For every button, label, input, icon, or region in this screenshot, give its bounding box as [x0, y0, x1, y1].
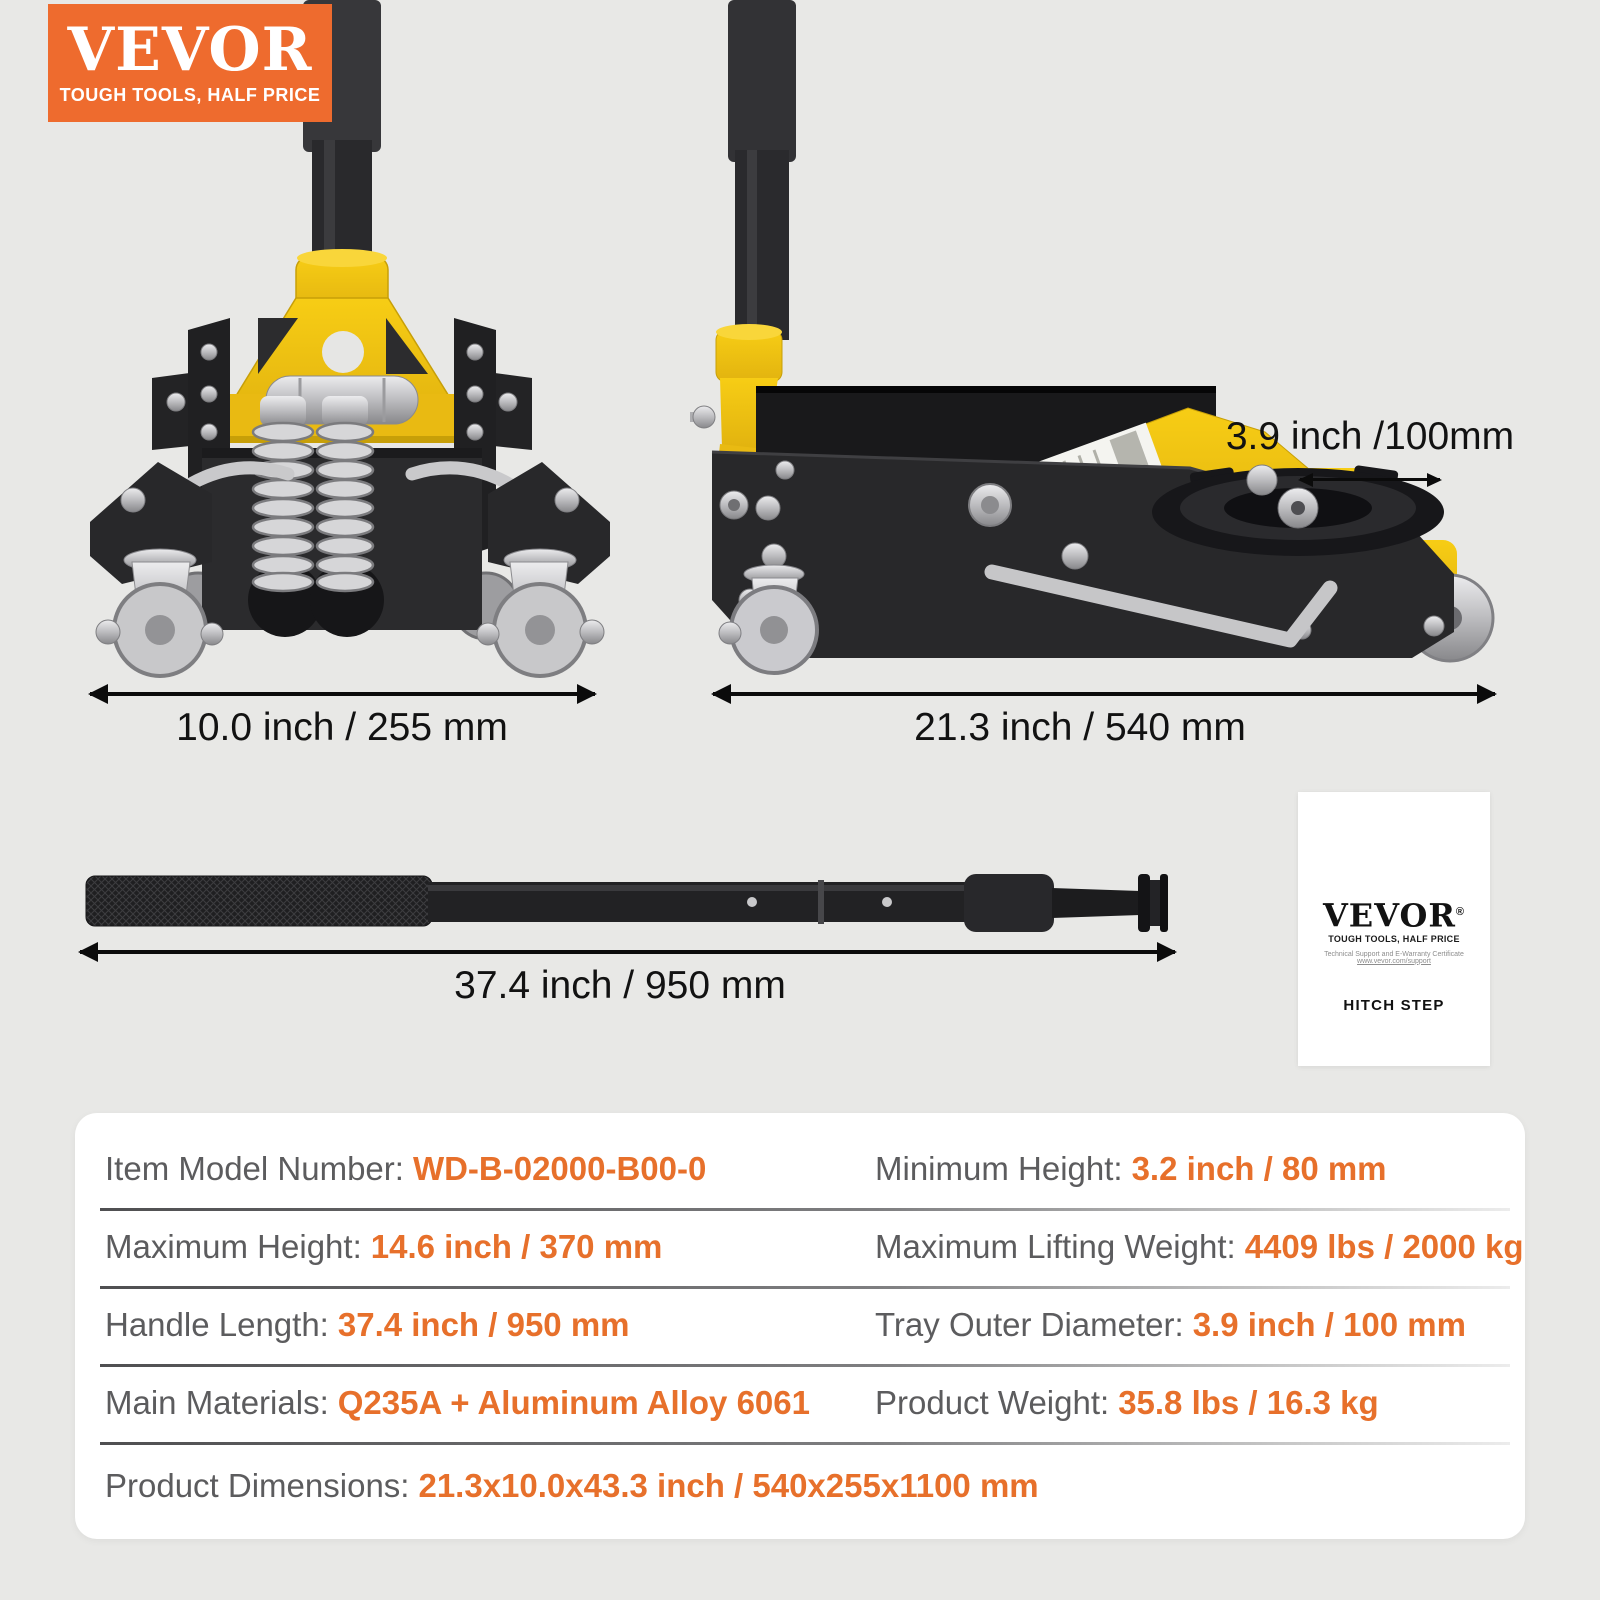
handle-length-arrow: [80, 950, 1175, 954]
tray-diameter-arrow: [1300, 478, 1440, 481]
vevor-logo-text: VEVOR: [67, 15, 313, 85]
tray-diameter-label: 3.9 inch /100mm: [1225, 415, 1515, 458]
spec-handle-length: [105, 1308, 630, 1341]
side-handle-rod: [728, 0, 796, 340]
spec-label: Product Dimensions:: [105, 1467, 410, 1504]
side-length-label: 21.3 inch / 540 mm: [914, 706, 1246, 749]
registered-mark: ®: [1455, 906, 1466, 918]
spec-value: 14.6 inch / 370 mm: [370, 1228, 663, 1265]
handle-length-label: 37.4 inch / 950 mm: [454, 964, 786, 1007]
side-view-jack-drawing: [690, 0, 1510, 700]
spec-value: 3.2 inch / 80 mm: [1131, 1150, 1387, 1187]
row-divider: [100, 1364, 1510, 1367]
manual-tagline: TOUGH TOOLS, HALF PRICE: [1328, 933, 1460, 944]
spec-main-materials: [105, 1386, 810, 1419]
handle-grip: [86, 876, 432, 926]
spec-value: Q235A + Aluminum Alloy 6061: [337, 1384, 810, 1421]
spec-product-weight: [875, 1386, 1379, 1419]
spec-value: 37.4 inch / 950 mm: [337, 1306, 630, 1343]
row-divider: [100, 1286, 1510, 1289]
spec-value: 35.8 lbs / 16.3 kg: [1118, 1384, 1379, 1421]
handle-sleeve: [964, 874, 1054, 932]
vevor-logo-tagline: TOUGH TOOLS, HALF PRICE: [59, 85, 321, 105]
spec-value: 3.9 inch / 100 mm: [1192, 1306, 1466, 1343]
spec-product-dimensions: [105, 1469, 1039, 1502]
manual-product-name: HITCH STEP: [1343, 996, 1445, 1014]
front-width-label: 10.0 inch / 255 mm: [176, 706, 508, 749]
spec-label: Maximum Lifting Weight:: [875, 1228, 1236, 1265]
spec-label: Handle Length:: [105, 1306, 329, 1343]
row-divider: [100, 1208, 1510, 1211]
manual-support-line: [1298, 951, 1490, 965]
spec-value: 21.3x10.0x43.3 inch / 540x255x1100 mm: [418, 1467, 1039, 1504]
manual-brand-text: VEVOR: [1322, 896, 1456, 935]
handle-drawing: [70, 858, 1180, 948]
handle-screw: [747, 897, 757, 907]
row-divider: [100, 1442, 1510, 1445]
front-width-arrow: [90, 692, 595, 696]
support-text: Technical Support and E-Warranty Certificate: [1324, 950, 1464, 958]
spec-min-height: [875, 1152, 1387, 1185]
handle-screw: [882, 897, 892, 907]
spec-label: Product Weight:: [875, 1384, 1110, 1421]
spec-table: [75, 1113, 1525, 1539]
spec-value: WD-B-02000-B00-0: [412, 1150, 707, 1187]
spec-max-height: [105, 1230, 662, 1263]
manual-card: [1298, 792, 1490, 1066]
spec-label: Main Materials:: [105, 1384, 329, 1421]
spec-label: Tray Outer Diameter:: [875, 1306, 1184, 1343]
manual-brand: [1298, 896, 1490, 935]
handle-image: [70, 858, 1180, 948]
support-link: www.vevor.com/support: [1357, 957, 1431, 965]
spec-value: 4409 lbs / 2000 kg: [1244, 1228, 1524, 1265]
handle-joint-ring: [818, 880, 824, 924]
spec-max-lifting-weight: [875, 1230, 1524, 1263]
handle-tip: [1138, 874, 1168, 932]
side-length-arrow: [713, 692, 1495, 696]
vevor-logo: [48, 4, 332, 122]
spec-tray-diameter: [875, 1308, 1466, 1341]
side-view-jack-image: [690, 0, 1510, 700]
spec-label: Maximum Height:: [105, 1228, 362, 1265]
spec-label: Item Model Number:: [105, 1150, 404, 1187]
spec-item-model: [105, 1152, 706, 1185]
spec-label: Minimum Height:: [875, 1150, 1123, 1187]
